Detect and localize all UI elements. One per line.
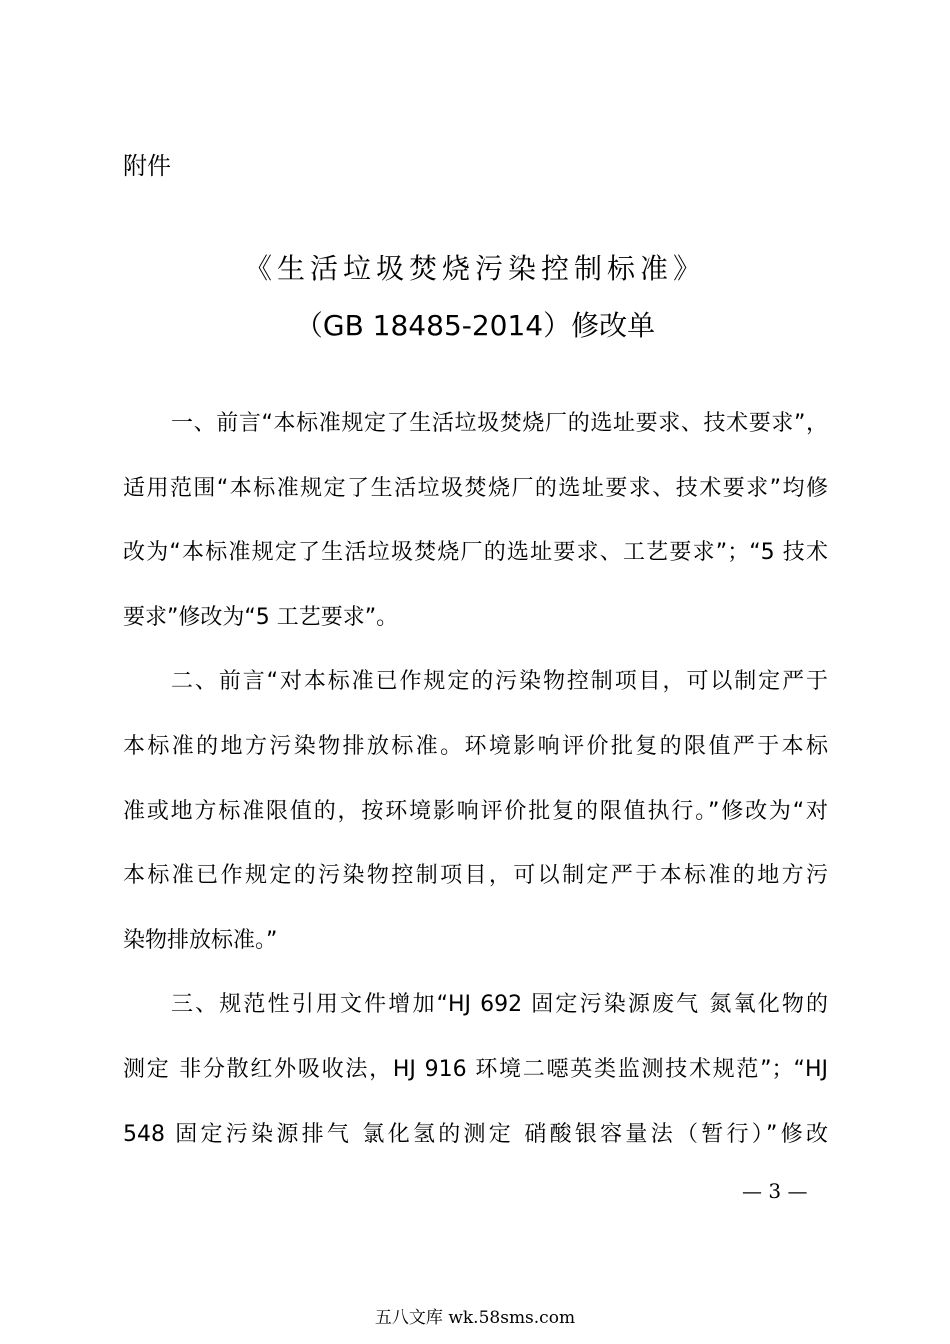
paragraph-1-line-2: 适用范围“本标准规定了生活垃圾焚烧厂的选址要求、技术要求”均修 — [123, 475, 828, 501]
attachment-label: 附件 — [123, 152, 171, 180]
paragraph-2-line-3: 准或地方标准限值的，按环境影响评价批复的限值执行。”修改为“对 — [123, 798, 828, 824]
paragraph-2-line-1: 二、前言“对本标准已作规定的污染物控制项目，可以制定严于 — [171, 669, 828, 695]
page-number: — 3 — — [742, 1179, 808, 1203]
paragraph-2-line-5: 染物排放标准。” — [123, 927, 278, 953]
paragraph-2-line-4: 本标准已作规定的污染物控制项目，可以制定严于本标准的地方污 — [123, 863, 828, 889]
document-subtitle: （GB 18485-2014）修改单 — [294, 309, 656, 342]
paragraph-1-line-3: 改为“本标准规定了生活垃圾焚烧厂的选址要求、工艺要求”；“5 技术 — [123, 540, 828, 566]
paragraph-1-line-1: 一、前言“本标准规定了生活垃圾焚烧厂的选址要求、技术要求”， — [171, 411, 828, 436]
paragraph-3-line-1: 三、规范性引用文件增加“HJ 692 固定污染源废气 氮氧化物的 — [171, 992, 828, 1018]
document-body — [123, 400, 828, 1175]
paragraph-3-line-2: 测定 非分散红外吸收法，HJ 916 环境二噁英类监测技术规范”；“HJ — [123, 1056, 828, 1082]
footer-watermark: 五八文库 wk.58sms.com — [374, 1308, 576, 1328]
document-title: 《生活垃圾焚烧污染控制标准》 — [243, 252, 706, 285]
paragraph-3-line-3: 548 固定污染源排气 氯化氢的测定 硝酸银容量法（暂行）”修改 — [123, 1121, 828, 1147]
paragraph-2-line-2: 本标准的地方污染物排放标准。环境影响评价批复的限值严于本标 — [123, 733, 828, 759]
paragraph-1-line-4: 要求”修改为“5 工艺要求”。 — [123, 604, 399, 630]
